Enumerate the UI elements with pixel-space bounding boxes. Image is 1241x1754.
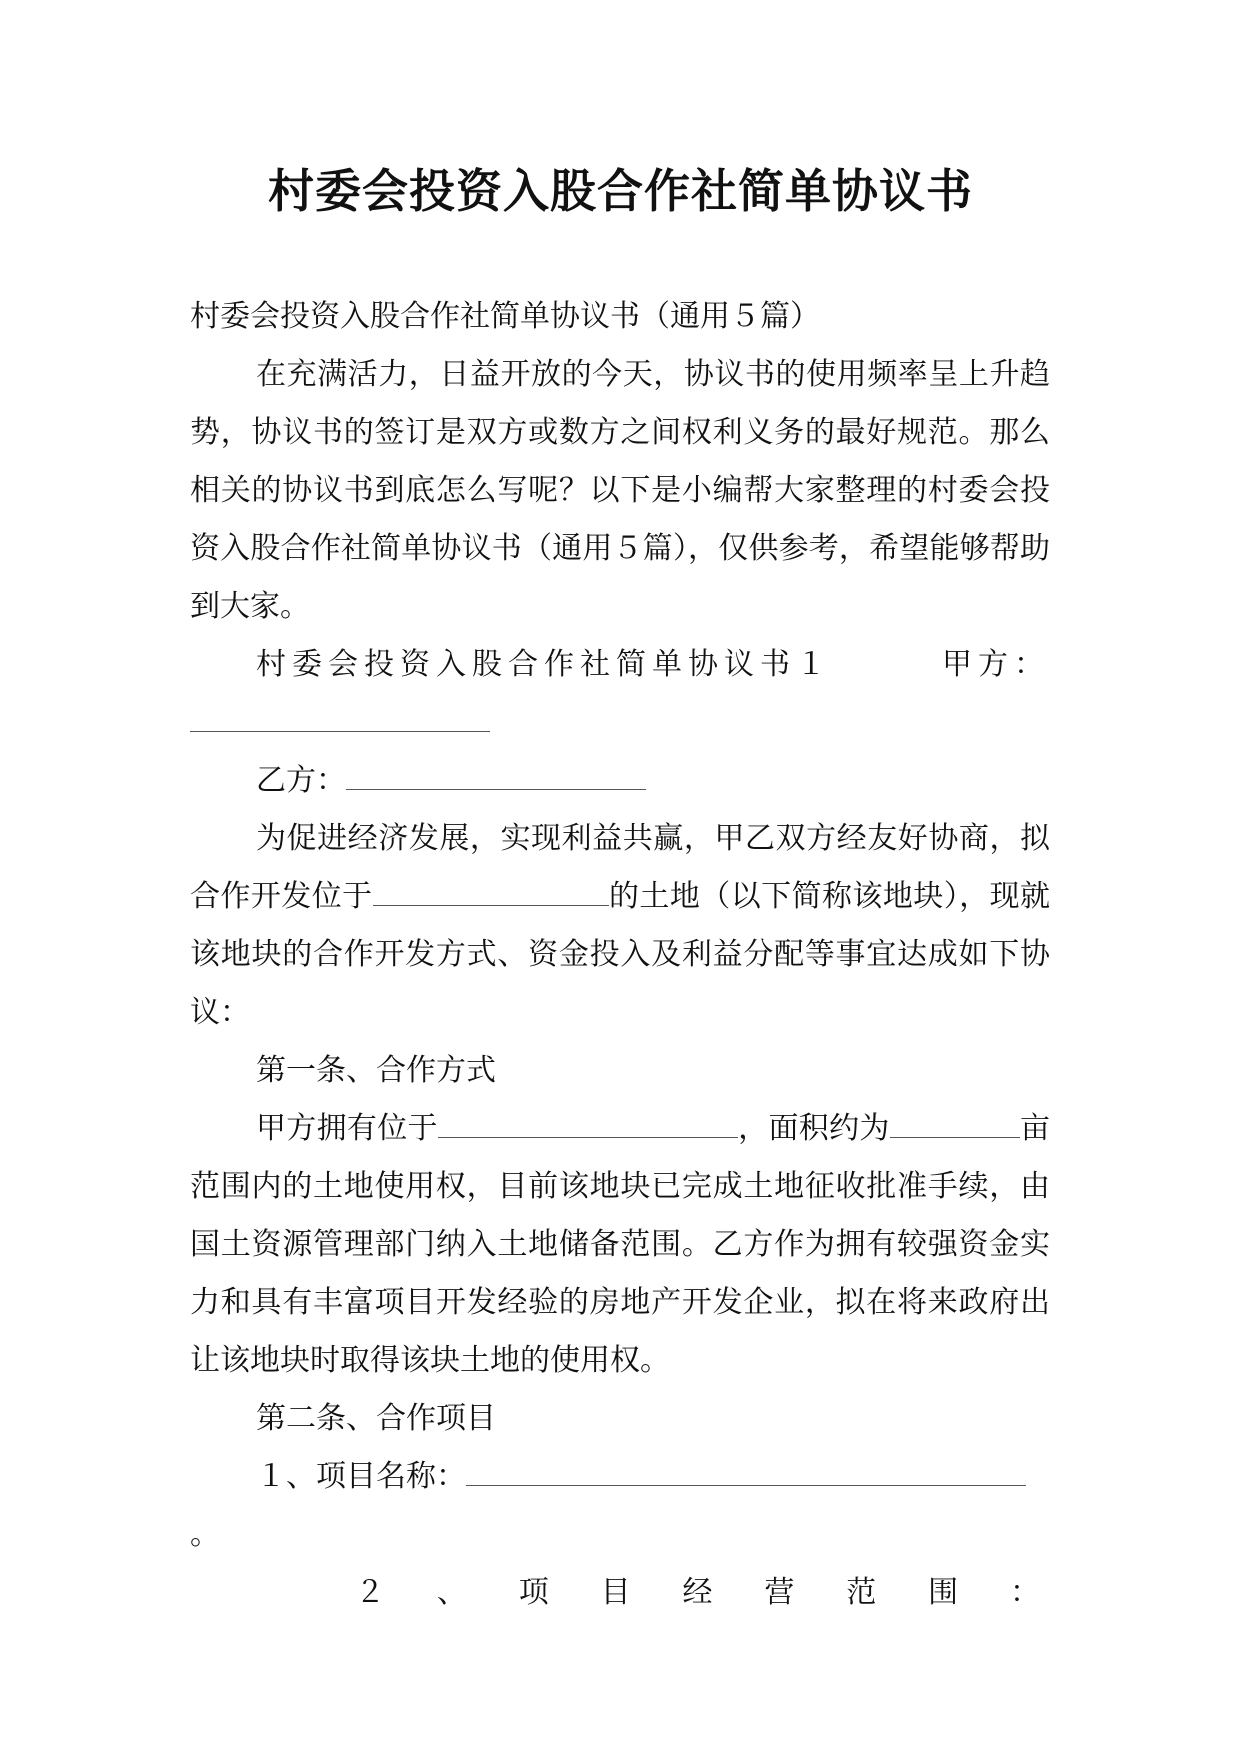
purpose-text-1: 为促进经济发展，实现利益共赢，甲乙双方经友好协商，拟合作开发位于 <box>190 821 1050 914</box>
item2-char: 围 <box>928 1575 959 1610</box>
article1-text-1: 甲方拥有位于 <box>256 1111 438 1146</box>
party-b-blank <box>346 759 646 790</box>
item2-char: ： <box>1010 1575 1040 1610</box>
land-location-blank <box>438 1107 738 1138</box>
purpose-text-2: 的土地（以下简称该地块），现就该地块的合作开发方式、资金投入及利益分配等事宜达成如下协议： <box>190 879 1051 1030</box>
party-a-blank <box>190 701 490 732</box>
article1-text-3: 亩范围内的土地使用权，目前该地块已完成土地征收批准手续，由国土资源管理部门纳入土地储备范围。乙方作为拥有较强资金实力和具有丰富项目开发经验的房地产开发企业，拟在将来政府出让该地块时取得该块土地的使用权。 <box>190 1111 1051 1378</box>
item1-line <box>190 1448 1050 1564</box>
item2-char: 范 <box>846 1575 877 1610</box>
document-subtitle: 村委会投资入股合作社简单协议书（通用５篇） <box>190 299 820 334</box>
party-a-label: 甲方： <box>942 647 1050 682</box>
article1-title: 第一条、合作方式 <box>256 1053 496 1088</box>
item1-end: 。 <box>190 1517 220 1552</box>
item2-char: 、 <box>436 1575 467 1610</box>
item2-char: ２ <box>355 1575 385 1610</box>
item2-char: 营 <box>764 1575 795 1610</box>
item2-char: 目 <box>600 1575 631 1610</box>
party-b-label: 乙方： <box>256 763 346 798</box>
project-name-blank <box>466 1455 1026 1486</box>
article1-paragraph <box>190 1100 1050 1390</box>
party-b-line <box>190 752 1050 810</box>
item2-char: 经 <box>682 1575 713 1610</box>
area-blank <box>890 1107 1020 1138</box>
item2-line <box>190 1564 1050 1622</box>
party-a-blank-line <box>190 694 1050 752</box>
purpose-paragraph <box>190 810 1050 1042</box>
intro-paragraph: 在充满活力，日益开放的今天，协议书的使用频率呈上升趋势，协议书的签订是双方或数方之间权利义务的最好规范。那么相关的协议书到底怎么写呢？以下是小编帮大家整理的村委会投资入股合作社简单协议书（通用５篇），仅供参考，希望能够帮助到大家。 <box>190 357 1050 624</box>
location-blank <box>373 875 609 906</box>
section-heading: 村委会投资入股合作社简单协议书１ <box>256 647 832 682</box>
document-title: 村委会投资入股合作社简单协议书 <box>268 164 973 218</box>
section-heading-line <box>190 636 1050 694</box>
document-body <box>190 288 1050 1622</box>
article2-title: 第二条、合作项目 <box>256 1401 496 1436</box>
item2-char: 项 <box>518 1575 549 1610</box>
item1-label: １、项目名称： <box>256 1459 466 1494</box>
article1-text-2: ，面积约为 <box>737 1111 890 1146</box>
